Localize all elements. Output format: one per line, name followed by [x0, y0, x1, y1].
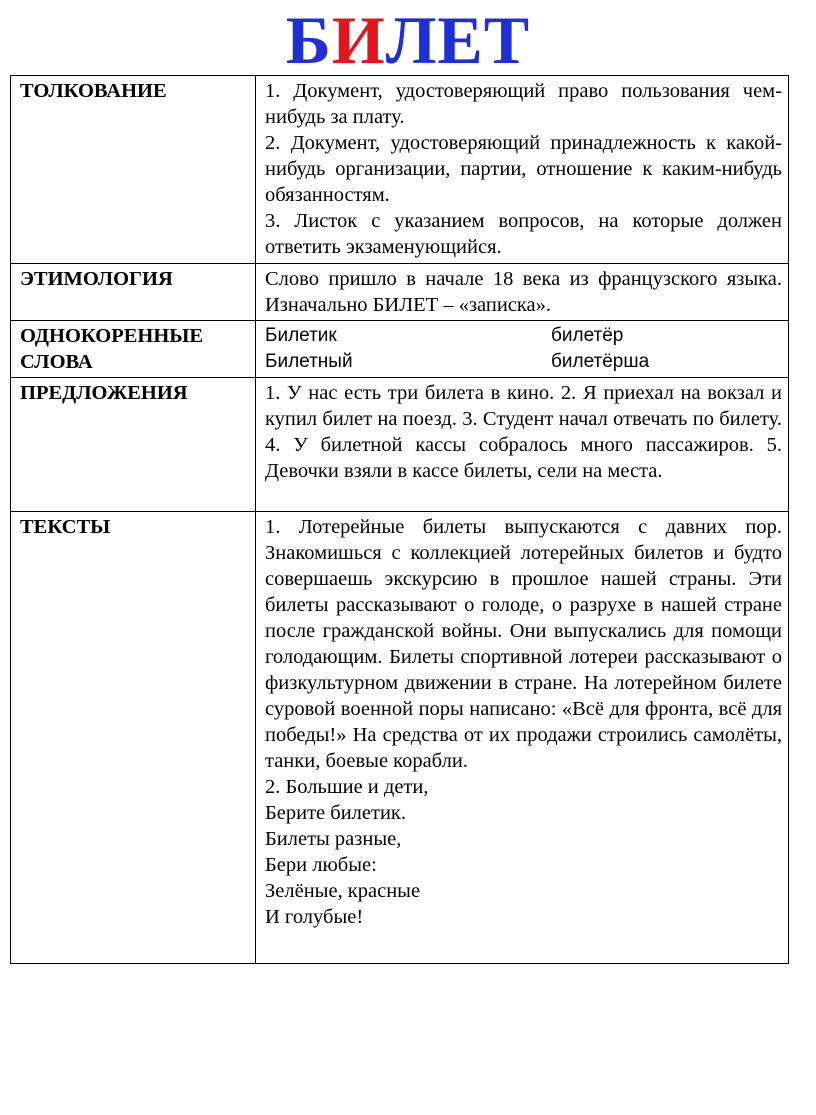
label-texts: ТЕКСТЫ	[11, 512, 256, 964]
interpretation-3: 3. Листок с указанием вопросов, на которые должен ответить экзаменующийся.	[265, 210, 782, 258]
title-part-blue-end: ЛЕТ	[385, 2, 531, 78]
related-word: билетёр	[551, 325, 624, 346]
interpretation-1: 1. Документ, удостоверяющий право пользования чем-нибудь за плату.	[265, 80, 782, 128]
label-related-words-line2: СЛОВА	[20, 351, 93, 373]
row-etymology	[11, 264, 789, 321]
title-part-red: И	[331, 2, 386, 78]
related-words-pair-1	[265, 323, 782, 349]
related-words-pair-2	[265, 349, 782, 375]
content-texts	[256, 512, 789, 964]
content-interpretation	[256, 76, 789, 264]
content-sentences	[256, 378, 789, 512]
related-word: Билетик	[265, 325, 337, 346]
word-card-table	[10, 75, 789, 964]
poem-line: Зелёные, красные	[265, 880, 421, 902]
texts-prose: 1. Лотерейные билеты выпускаются с давних пор. Знакомишься с коллекцией лотерейных билетов и будто совершаешь экскурсию в прошлое нашей страны. Эти билеты рассказывают о голоде, о разрухе в нашей стране после гражданской войны. Они выпускались для помощи голодающим. Билеты спортивной лотереи рассказывают о физкультурном движении в стране. На лотерейном билете суровой военной поры написано: «Всё для фронта, всё для победы!» На средства от их продажи строились самолёты, танки, боевые корабли.	[265, 516, 782, 772]
page-title	[0, 2, 816, 78]
poem-line: Билеты разные,	[265, 828, 402, 850]
sentences-text: 1. У нас есть три билета в кино. 2. Я приехал на вокзал и купил билет на поезд. 3. Студент начал отвечать по билету. 4. У билетной кассы собралось много пассажиров. 5. Девочки взяли в кассе билеты, сели на места.	[265, 382, 782, 482]
label-related-words-line1: ОДНОКОРЕННЫЕ	[20, 325, 204, 347]
related-word: Билетный	[265, 351, 353, 372]
related-word: билетёрша	[551, 351, 650, 372]
etymology-text: Слово пришло в начале 18 века из французского языка. Изначально БИЛЕТ – «записка».	[265, 268, 782, 316]
row-sentences	[11, 378, 789, 512]
poem-line: Берите билетик.	[265, 802, 407, 824]
content-related-words	[256, 321, 789, 378]
content-etymology	[256, 264, 789, 321]
label-sentences: ПРЕДЛОЖЕНИЯ	[11, 378, 256, 512]
row-texts	[11, 512, 789, 964]
poem-line: 2. Большие и дети,	[265, 776, 429, 798]
interpretation-2: 2. Документ, удостоверяющий принадлежность к какой-нибудь организации, партии, отношение к каким-нибудь обязанностям.	[265, 132, 782, 206]
poem-line: И голубые!	[265, 906, 364, 928]
label-etymology: ЭТИМОЛОГИЯ	[11, 264, 256, 321]
label-interpretation: ТОЛКОВАНИЕ	[11, 76, 256, 264]
row-interpretation	[11, 76, 789, 264]
poem-line: Бери любые:	[265, 854, 377, 876]
label-related-words	[11, 321, 256, 378]
title-part-blue: Б	[285, 2, 332, 78]
row-related-words	[11, 321, 789, 378]
